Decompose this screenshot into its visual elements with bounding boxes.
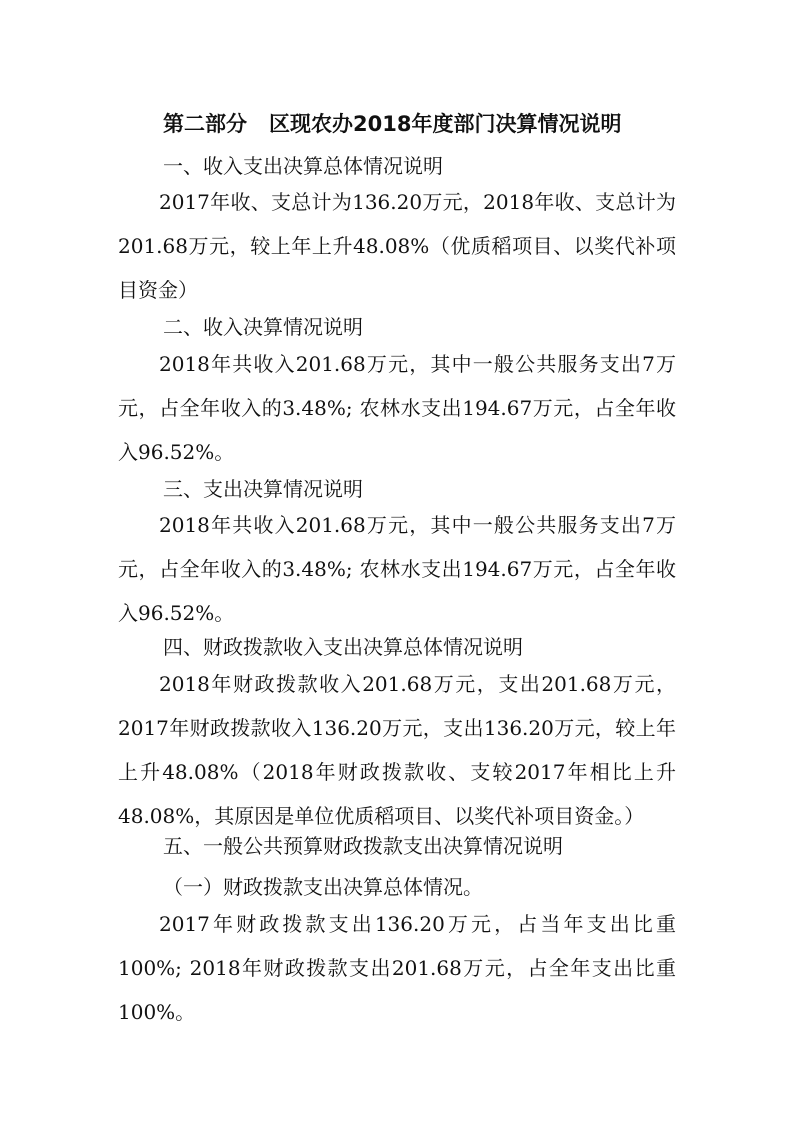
document-title [163, 108, 621, 138]
section-heading-3: 三、支出决算情况说明 [163, 477, 363, 501]
title-part: 第二部分 [163, 112, 247, 136]
section-heading-5: 五、一般公共预算财政拨款支出决算情况说明 [163, 834, 563, 858]
section-heading-1: 一、收入支出决算总体情况说明 [163, 154, 443, 178]
title-main: 区现农办2018年度部门决算情况说明 [269, 112, 622, 136]
section-paragraph-3: 2018年共收入201.68万元，其中一般公共服务支出7万元，占全年收入的3.48%; 农林水支出194.67万元，占全年收入96.52%。 [118, 513, 676, 625]
section-paragraph-5: 2017年财政拨款支出136.20万元，占当年支出比重100%; 2018年财政拨款支出201.68万元，占全年支出比重100%。 [118, 912, 676, 1024]
section-heading-2: 二、收入决算情况说明 [163, 315, 363, 339]
section-paragraph-1: 2017年收、支总计为136.20万元，2018年收、支总计为201.68万元，较上年上升48.08%（优质稻项目、以奖代补项目资金） [118, 190, 676, 302]
section-heading-4: 四、财政拨款收入支出决算总体情况说明 [163, 635, 523, 659]
section-paragraph-4: 2018年财政拨款收入201.68万元，支出201.68万元，2017年财政拨款收入136.20万元，支出136.20万元，较上年上升48.08%（2018年财政拨款收、支较2017年相比上升48.08%，其原因是单位优质稻项目、以奖代补项目资金。） [118, 672, 676, 828]
section-paragraph-2: 2018年共收入201.68万元，其中一般公共服务支出7万元，占全年收入的3.48%; 农林水支出194.67万元，占全年收入96.52%。 [118, 352, 676, 464]
section-subheading-5-1: （一）财政拨款支出决算总体情况。 [163, 875, 483, 899]
